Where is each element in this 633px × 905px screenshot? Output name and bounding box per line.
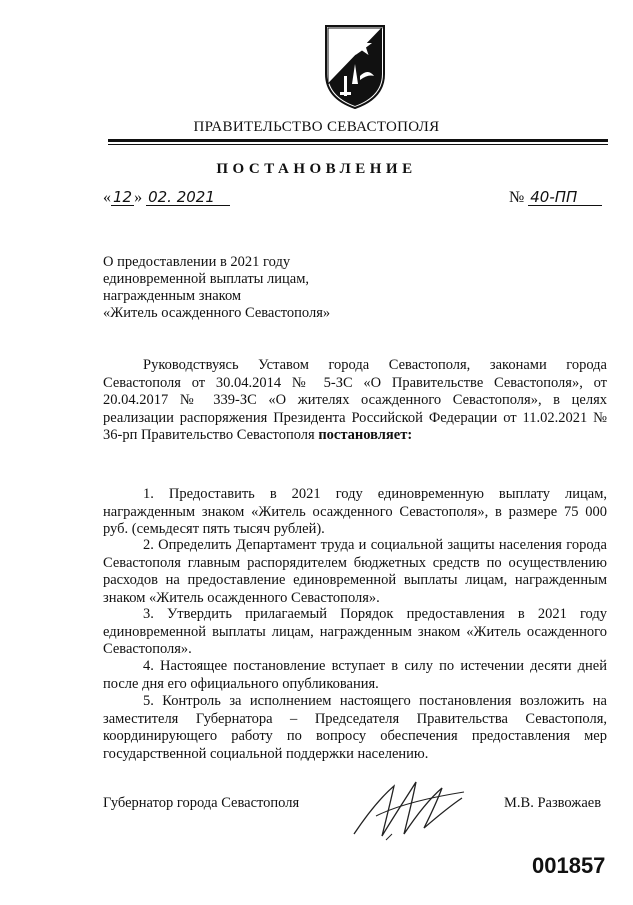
- signatory-name: М.В. Развожаев: [504, 795, 602, 811]
- document-subject: [103, 254, 330, 322]
- subject-line: «Житель осажденного Севастополя»: [103, 305, 331, 321]
- coat-of-arms-emblem: [322, 24, 388, 110]
- preamble-paragraph: [103, 357, 607, 445]
- number-sign: №: [509, 189, 525, 206]
- header-rule-thin: [108, 144, 608, 145]
- subject-line: единовременной выплаты лицам,: [103, 271, 310, 287]
- clause-2: 2. Определить Департамент труда и социальной защиты населения города Севастополя главным распорядителем бюджетных средств по осуществлению расходов на предоставление единовременной выплаты лицам, награжденным знаком «Житель осажденного Севастополя».: [103, 537, 607, 606]
- clause-4: 4. Настоящее постановление вступает в силу по истечении десяти дней после дня его официального опубликования.: [103, 658, 607, 692]
- clause-5: 5. Контроль за исполнением настоящего постановления возложить на заместителя Губернатора – Председателя Правительства Севастополя, координирующего работу по вопросу обеспечения предоставления мер государственной социальной поддержки населению.: [103, 693, 607, 762]
- subject-line: О предоставлении в 2021 году: [103, 254, 291, 270]
- date-day: 12: [113, 188, 133, 206]
- handwritten-signature: [346, 776, 470, 846]
- header-rule-thick: [108, 139, 608, 142]
- preamble-text: Руководствуясь Уставом города Севастополя, законами города Севастополя от 30.04.2014 № 5-ЗС «О Правительстве Севастополя», от 20.04.2017 № 339-ЗС «О жителях осажденного Севастополя», в целях реализации распоряжения Президента Российской Федерации от 11.02.2021 № 36-рп Правительство Севастополя: [103, 357, 607, 443]
- date-quote-close: »: [134, 189, 143, 206]
- signatory-title: Губернатор города Севастополя: [103, 795, 300, 811]
- document-date: [103, 189, 230, 207]
- subject-line: награжденным знаком: [103, 288, 242, 304]
- government-name: ПРАВИТЕЛЬСТВО СЕВАСТОПОЛЯ: [193, 119, 440, 135]
- document-type-heading: ПОСТАНОВЛЕНИЕ: [216, 161, 417, 177]
- document-number: [509, 189, 602, 207]
- clause-3: 3. Утвердить прилагаемый Порядок предоставления в 2021 году единовременной выплаты лицам, награжденным знаком «Житель осажденного Севастополя».: [103, 606, 607, 657]
- document-serial-number: 001857: [532, 853, 606, 878]
- date-quote-open: «: [103, 189, 111, 206]
- clause-1: 1. Предоставить в 2021 году единовременную выплату лицам, награжденным знаком «Житель осажденного Севастополя», в размере 75 000 руб. (семьдесят пять тысяч рублей).: [103, 486, 607, 537]
- date-month-year: 02. 2021: [146, 189, 230, 206]
- resolves-keyword: постановляет:: [318, 427, 413, 443]
- number-value: 40-ПП: [528, 189, 602, 206]
